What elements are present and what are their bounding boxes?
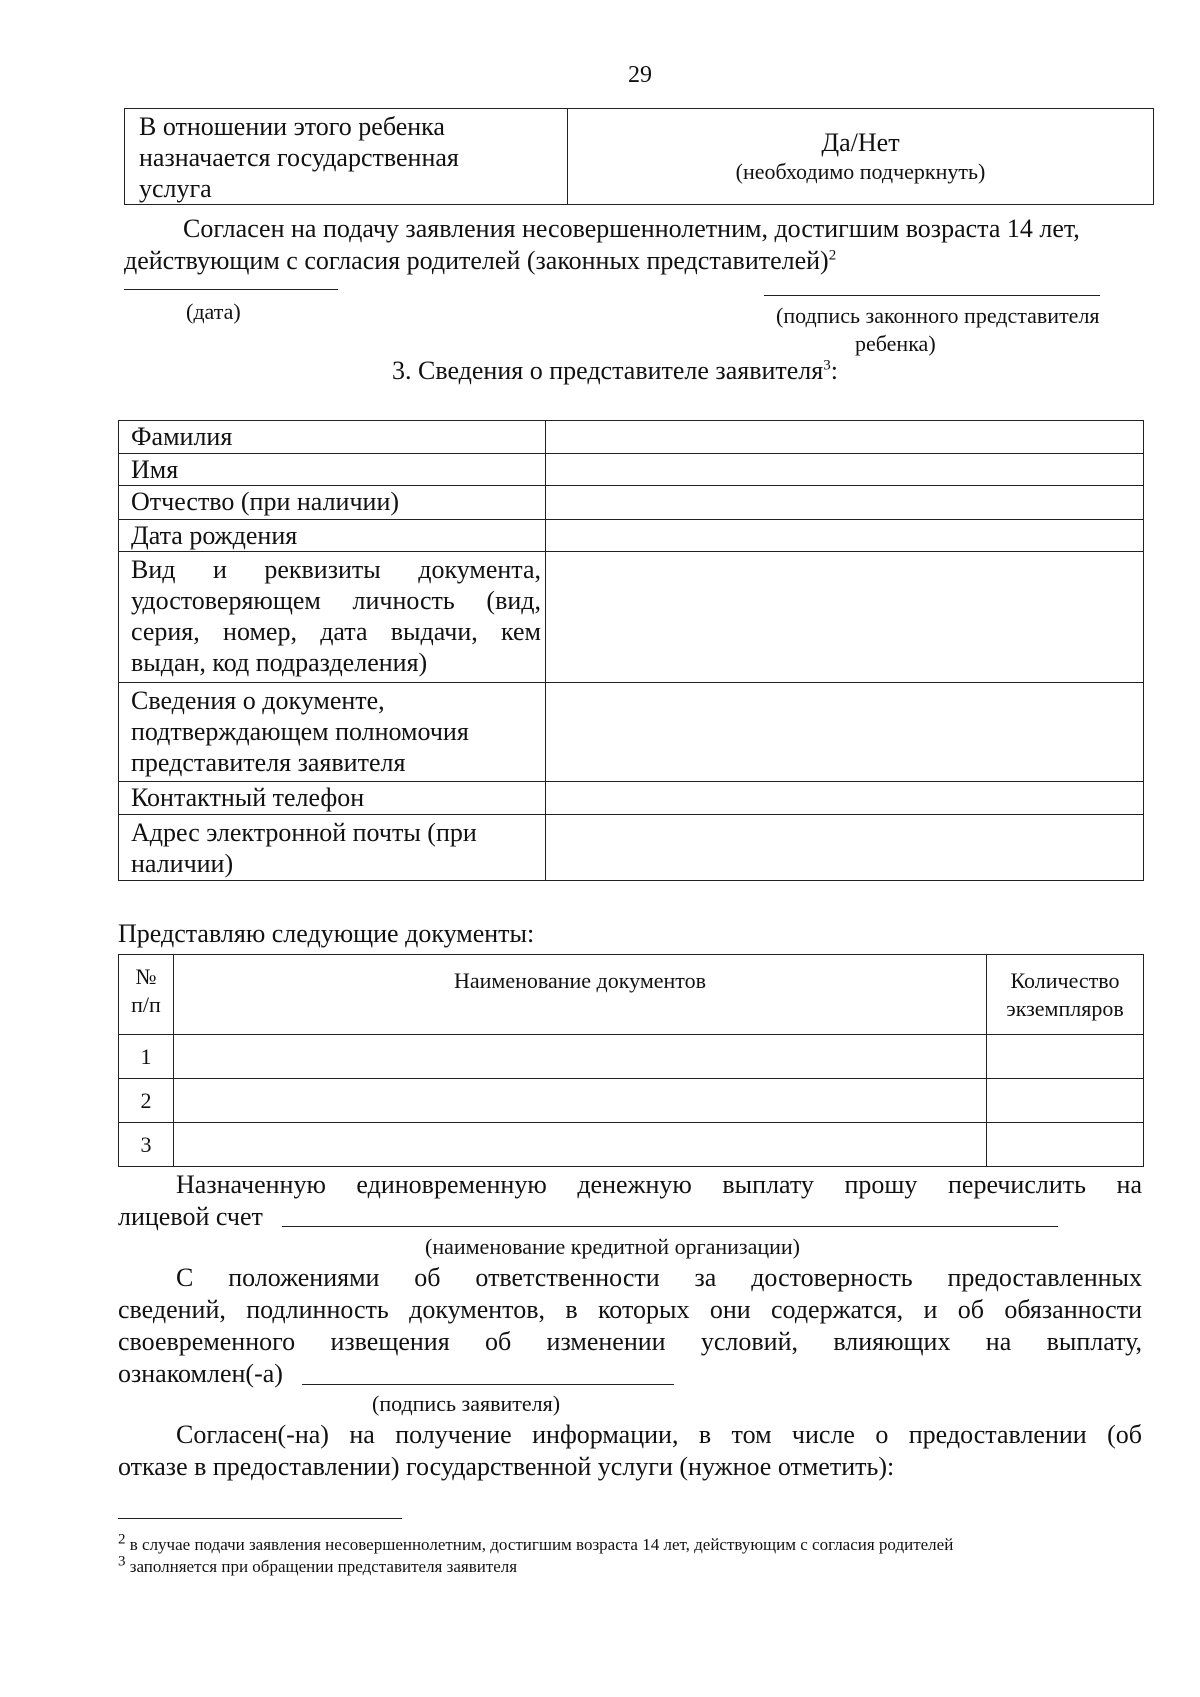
label-line: наличии) (131, 849, 234, 878)
row-label (119, 520, 546, 552)
value-cell[interactable] (546, 683, 1144, 782)
child-service-label (125, 109, 568, 205)
footnote-mark: 2 (118, 1531, 126, 1548)
child-service-table (124, 108, 1154, 205)
applicant-signature-line[interactable] (302, 1384, 674, 1385)
signature-caption: (подпись законного представителя (776, 303, 1100, 328)
row-number: 2 (119, 1079, 174, 1123)
footnote-mark: 3 (118, 1553, 126, 1570)
label-line: назначается государственная (139, 143, 459, 172)
label-line: Сведения о документе, (131, 686, 385, 715)
consent-minor-line1: Согласен на подачу заявления несовершеннолетним, достигшим возраста 14 лет, (183, 214, 1080, 243)
row-label (119, 782, 546, 815)
table-row (119, 1035, 1144, 1079)
section-title-text: 3. Сведения о представителе заявителя (392, 356, 824, 385)
value-cell[interactable] (546, 815, 1144, 881)
payment-line1: Назначенную единовременную денежную выплату прошу перечислить на (176, 1170, 1142, 1199)
section-title-colon: : (830, 356, 838, 385)
bank-account-line[interactable] (282, 1226, 1058, 1227)
document-name-cell[interactable] (174, 1123, 987, 1167)
bank-caption: (наименование кредитной организации) (425, 1234, 800, 1259)
document-name-cell[interactable] (174, 1079, 987, 1123)
table-row (119, 1079, 1144, 1123)
label-line: услуга (139, 174, 212, 203)
header-line: Наименование документов (453, 968, 706, 993)
label-line: Имя (131, 455, 179, 484)
table-row (119, 1123, 1144, 1167)
footnote-text: заполняется при обращении представителя заявителя (129, 1557, 518, 1576)
row-number: 3 (119, 1123, 174, 1167)
responsibility-line2: сведений, подлинность документов, в которых они содержатся, и об обязанности (118, 1295, 1142, 1324)
footnote-2 (118, 1531, 954, 1556)
label-line: выдан, код подразделения) (131, 648, 428, 677)
label-line: подтверждающем полномочия (131, 717, 469, 746)
value-cell[interactable] (546, 486, 1144, 520)
yes-no-answer[interactable]: Да/Нет (821, 128, 900, 157)
label-line: удостоверяющем личность (вид, (131, 586, 541, 615)
answer-note: (необходимо подчеркнуть) (735, 159, 986, 184)
row-label (119, 552, 546, 683)
responsibility-line3: своевременного извещения об изменении условий, влияющих на выплату, (118, 1327, 1142, 1356)
consent-minor-line2 (124, 245, 836, 276)
documents-intro: Представляю следующие документы: (118, 919, 535, 948)
footnote-3 (118, 1553, 518, 1578)
section-title (392, 355, 838, 386)
label-line: В отношении этого ребенка (139, 112, 445, 141)
row-label (119, 683, 546, 782)
representative-table (118, 420, 1144, 881)
info-consent-line2: отказе в предоставлении) государственной услуги (нужное отметить): (118, 1452, 895, 1481)
row-label (119, 486, 546, 520)
label-line: Адрес электронной почты (при (131, 818, 477, 847)
signature-caption: ребенка) (855, 331, 936, 356)
documents-table (118, 954, 1144, 1167)
row-label (119, 421, 546, 454)
row-label (119, 815, 546, 881)
label-line: Отчество (при наличии) (131, 487, 400, 516)
footnote-mark: 3 (823, 357, 831, 374)
date-caption: (дата) (186, 299, 241, 324)
document-name-cell[interactable] (174, 1035, 987, 1079)
header-line: экземпляров (1006, 996, 1124, 1021)
payment-line2: лицевой счет (118, 1202, 263, 1231)
responsibility-line4: ознакомлен(-а) (118, 1359, 283, 1388)
col-header-qty (987, 955, 1144, 1035)
label-line: Дата рождения (131, 521, 298, 550)
guardian-signature-line[interactable] (764, 295, 1100, 296)
info-consent-line1: Согласен(-на) на получение информации, в том числе о предоставлении (об (176, 1420, 1142, 1449)
label-line: Вид и реквизиты документа, (131, 555, 541, 584)
header-line: Количество (1010, 968, 1120, 993)
responsibility-line1: С положениями об ответственности за достоверность предоставленных (176, 1263, 1142, 1292)
label-line: представителя заявителя (131, 748, 406, 777)
value-cell[interactable] (546, 552, 1144, 683)
footnote-text: в случае подачи заявления несовершеннолетним, достигшим возраста 14 лет, действующим с согласия родителей (129, 1535, 954, 1554)
label-line: Контактный телефон (131, 783, 365, 812)
row-number: 1 (119, 1035, 174, 1079)
document-qty-cell[interactable] (987, 1123, 1144, 1167)
value-cell[interactable] (546, 782, 1144, 815)
footnote-separator (118, 1518, 402, 1519)
row-label (119, 454, 546, 486)
page-number: 29 (628, 62, 652, 88)
date-line[interactable] (124, 289, 338, 290)
header-line: п/п (131, 992, 161, 1017)
value-cell[interactable] (546, 520, 1144, 552)
value-cell[interactable] (546, 454, 1144, 486)
consent-minor-text: действующим с согласия родителей (законных представителей) (124, 246, 829, 275)
applicant-signature-caption: (подпись заявителя) (372, 1391, 561, 1416)
document-qty-cell[interactable] (987, 1035, 1144, 1079)
col-header-number (119, 955, 174, 1035)
label-line: серия, номер, дата выдачи, кем (131, 617, 541, 646)
document-qty-cell[interactable] (987, 1079, 1144, 1123)
label-line: Фамилия (131, 422, 233, 451)
header-line: № (135, 964, 157, 989)
footnote-mark: 2 (828, 247, 837, 264)
value-cell[interactable] (546, 421, 1144, 454)
col-header-name (174, 955, 987, 1035)
child-service-answer[interactable] (568, 109, 1154, 205)
